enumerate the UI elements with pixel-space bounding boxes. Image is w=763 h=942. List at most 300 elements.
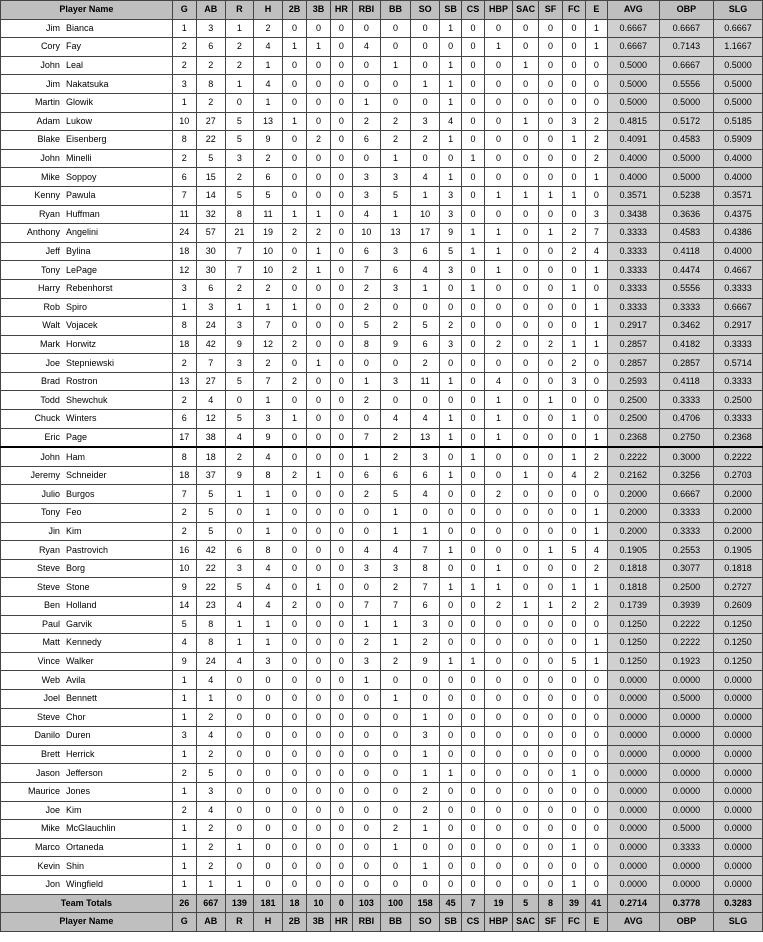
table-row <box>1 224 763 243</box>
table-row <box>1 801 763 820</box>
stat-cell: 7 <box>585 224 607 243</box>
stat-cell: 0 <box>307 634 331 653</box>
stat-cell: 0 <box>513 671 539 690</box>
stat-cell: 0 <box>513 242 539 261</box>
stat-cell: 1 <box>253 522 282 541</box>
column-header: 2B <box>283 913 307 932</box>
stat-cell: 0.6667 <box>713 19 762 38</box>
stat-cell: 8 <box>172 447 196 466</box>
stat-cell: 0 <box>513 75 539 94</box>
stat-cell: 1 <box>172 745 196 764</box>
stat-cell: 10 <box>253 242 282 261</box>
total-cell: 103 <box>352 894 380 913</box>
stat-cell: 0 <box>462 671 485 690</box>
stat-cell: 0 <box>539 708 563 727</box>
last-name-cell: Page <box>63 428 172 447</box>
stat-cell: 0 <box>563 485 586 504</box>
stat-cell: 0 <box>253 801 282 820</box>
stat-cell: 0 <box>380 93 410 112</box>
stat-cell: 0 <box>539 671 563 690</box>
first-name-cell: Kenny <box>1 186 63 205</box>
stat-cell: 0 <box>539 615 563 634</box>
stat-cell: 0.5000 <box>659 93 713 112</box>
stat-cell: 0 <box>330 354 352 373</box>
stat-cell: 0 <box>307 410 331 429</box>
stat-cell: 1 <box>225 838 253 857</box>
stat-cell: 0.0000 <box>607 764 659 783</box>
stat-cell: 0 <box>462 689 485 708</box>
stat-cell: 10 <box>411 205 440 224</box>
stat-cell: 0 <box>585 485 607 504</box>
stat-cell: 0 <box>563 801 586 820</box>
stat-cell: 5 <box>225 578 253 597</box>
last-name-cell: Eisenberg <box>63 131 172 150</box>
stat-cell: 0 <box>283 354 307 373</box>
total-cell: 26 <box>172 894 196 913</box>
stat-cell: 0 <box>352 75 380 94</box>
stat-cell: 0.2917 <box>607 317 659 336</box>
stat-cell: 0.5000 <box>607 56 659 75</box>
first-name-cell: Steve <box>1 559 63 578</box>
stat-cell: 2 <box>253 19 282 38</box>
stat-cell: 0 <box>380 38 410 57</box>
stat-cell: 0 <box>462 838 485 857</box>
stat-cell: 2 <box>352 298 380 317</box>
last-name-cell: Glowik <box>63 93 172 112</box>
stat-cell: 0 <box>330 205 352 224</box>
stat-cell: 0 <box>585 745 607 764</box>
stat-cell: 0 <box>330 597 352 616</box>
stat-cell: 57 <box>196 224 225 243</box>
stat-cell: 0 <box>283 428 307 447</box>
stat-cell: 0.2917 <box>713 317 762 336</box>
first-name-cell: Jeremy <box>1 466 63 485</box>
stat-cell: 0.2000 <box>607 485 659 504</box>
stat-cell: 0.4706 <box>659 410 713 429</box>
stat-cell: 0.2222 <box>659 615 713 634</box>
stat-cell: 4 <box>380 410 410 429</box>
stat-cell: 0 <box>563 689 586 708</box>
stat-cell: 0 <box>539 38 563 57</box>
stat-cell: 0.1739 <box>607 597 659 616</box>
first-name-cell: Kevin <box>1 857 63 876</box>
stat-cell: 0.3333 <box>659 522 713 541</box>
first-name-cell: Joe <box>1 801 63 820</box>
stat-cell: 24 <box>196 317 225 336</box>
stat-cell: 0.0000 <box>713 727 762 746</box>
stat-cell: 0 <box>330 93 352 112</box>
stat-cell: 1 <box>307 466 331 485</box>
stat-cell: 0.3333 <box>713 335 762 354</box>
stat-cell: 0 <box>283 727 307 746</box>
stat-cell: 0.3077 <box>659 559 713 578</box>
first-name-cell: Matt <box>1 634 63 653</box>
stat-cell: 0 <box>283 875 307 894</box>
stat-cell: 6 <box>196 38 225 57</box>
stat-cell: 0.3333 <box>659 504 713 523</box>
stat-cell: 19 <box>253 224 282 243</box>
stat-cell: 0 <box>484 56 512 75</box>
stat-cell: 5 <box>563 541 586 560</box>
stat-cell: 0 <box>462 820 485 839</box>
last-name-cell: Shin <box>63 857 172 876</box>
column-header: HR <box>330 1 352 20</box>
stat-cell: 0 <box>563 19 586 38</box>
stat-cell: 7 <box>352 428 380 447</box>
footer-header-row <box>1 913 763 932</box>
stat-cell: 0 <box>283 782 307 801</box>
column-header: AVG <box>607 1 659 20</box>
stat-cell: 0 <box>307 317 331 336</box>
stat-cell: 0 <box>283 186 307 205</box>
stat-cell: 0 <box>330 689 352 708</box>
stat-cell: 0 <box>307 485 331 504</box>
stat-cell: 0 <box>462 186 485 205</box>
stat-cell: 0.2500 <box>713 391 762 410</box>
stat-cell: 1 <box>283 410 307 429</box>
stat-cell: 7 <box>172 485 196 504</box>
table-row <box>1 727 763 746</box>
stat-cell: 1 <box>585 317 607 336</box>
first-name-cell: Ben <box>1 597 63 616</box>
stat-cell: 0.0000 <box>607 689 659 708</box>
stat-cell: 2 <box>380 652 410 671</box>
stat-cell: 17 <box>172 428 196 447</box>
stat-cell: 0 <box>513 764 539 783</box>
stat-cell: 0 <box>513 38 539 57</box>
stat-cell: 0 <box>330 56 352 75</box>
stat-cell: 30 <box>196 242 225 261</box>
stat-cell: 0 <box>307 727 331 746</box>
stat-cell: 0 <box>330 485 352 504</box>
column-header: R <box>225 1 253 20</box>
last-name-cell: Leal <box>63 56 172 75</box>
stat-cell: 17 <box>411 224 440 243</box>
stat-cell: 2 <box>563 354 586 373</box>
column-header: SAC <box>513 913 539 932</box>
stat-cell: 0 <box>307 279 331 298</box>
stat-cell: 0 <box>513 279 539 298</box>
stat-cell: 0.0000 <box>713 820 762 839</box>
table-row <box>1 261 763 280</box>
stat-cell: 2 <box>380 447 410 466</box>
stat-cell: 0 <box>380 875 410 894</box>
stat-cell: 2 <box>172 801 196 820</box>
stat-cell: 0 <box>539 112 563 131</box>
stat-cell: 0 <box>283 504 307 523</box>
stat-cell: 0 <box>307 56 331 75</box>
stat-cell: 0 <box>283 745 307 764</box>
stat-cell: 0 <box>484 745 512 764</box>
stat-cell: 0 <box>330 224 352 243</box>
stat-cell: 0 <box>462 335 485 354</box>
first-name-cell: Brad <box>1 372 63 391</box>
stat-cell: 0 <box>563 708 586 727</box>
first-name-cell: Harry <box>1 279 63 298</box>
table-row <box>1 522 763 541</box>
stat-cell: 22 <box>196 131 225 150</box>
stat-cell: 2 <box>253 149 282 168</box>
stat-cell: 0 <box>283 391 307 410</box>
stat-cell: 0 <box>563 782 586 801</box>
stat-cell: 5 <box>225 372 253 391</box>
first-name-cell: Jason <box>1 764 63 783</box>
stat-cell: 3 <box>411 615 440 634</box>
stat-cell: 0 <box>411 838 440 857</box>
stat-cell: 0 <box>253 838 282 857</box>
table-row <box>1 279 763 298</box>
stat-cell: 0 <box>513 782 539 801</box>
stat-cell: 2 <box>585 149 607 168</box>
stat-cell: 0 <box>307 615 331 634</box>
last-name-cell: Feo <box>63 504 172 523</box>
stat-cell: 0 <box>440 671 462 690</box>
stat-cell: 1 <box>411 820 440 839</box>
stat-cell: 0 <box>411 38 440 57</box>
first-name-cell: Steve <box>1 578 63 597</box>
stat-cell: 0.3939 <box>659 597 713 616</box>
stat-cell: 0 <box>225 801 253 820</box>
stat-cell: 0 <box>330 242 352 261</box>
stat-cell: 0 <box>539 149 563 168</box>
stat-cell: 3 <box>225 317 253 336</box>
stat-cell: 0.2222 <box>659 634 713 653</box>
stat-cell: 0 <box>352 56 380 75</box>
stat-cell: 0 <box>563 504 586 523</box>
stat-cell: 5 <box>196 149 225 168</box>
stat-cell: 0 <box>539 317 563 336</box>
stat-cell: 0.0000 <box>713 857 762 876</box>
stat-cell: 0 <box>484 131 512 150</box>
stat-cell: 0 <box>253 745 282 764</box>
stat-cell: 2 <box>283 466 307 485</box>
column-header: SAC <box>513 1 539 20</box>
total-cell: 139 <box>225 894 253 913</box>
stat-cell: 0 <box>330 504 352 523</box>
stat-cell: 0.4474 <box>659 261 713 280</box>
stat-cell: 6 <box>411 466 440 485</box>
stat-cell: 1 <box>172 19 196 38</box>
stat-cell: 0 <box>225 689 253 708</box>
stat-cell: 0.6667 <box>607 38 659 57</box>
stat-cell: 0 <box>307 541 331 560</box>
stat-cell: 1 <box>307 261 331 280</box>
stat-cell: 3 <box>253 410 282 429</box>
stat-cell: 0 <box>585 689 607 708</box>
stat-cell: 0 <box>585 838 607 857</box>
stat-cell: 0 <box>330 541 352 560</box>
stat-cell: 0.0000 <box>713 708 762 727</box>
stat-cell: 2 <box>172 764 196 783</box>
stat-cell: 0 <box>225 708 253 727</box>
total-cell: 41 <box>585 894 607 913</box>
stat-cell: 1 <box>513 466 539 485</box>
stat-cell: 14 <box>196 186 225 205</box>
stat-cell: 0 <box>307 522 331 541</box>
stat-cell: 8 <box>253 541 282 560</box>
stat-cell: 1 <box>172 875 196 894</box>
stat-cell: 1 <box>462 578 485 597</box>
last-name-cell: Ham <box>63 447 172 466</box>
stat-cell: 0 <box>330 838 352 857</box>
stat-cell: 1 <box>225 615 253 634</box>
stat-cell: 9 <box>172 578 196 597</box>
stat-cell: 0 <box>539 504 563 523</box>
stat-cell: 0.2593 <box>607 372 659 391</box>
stat-cell: 0 <box>440 298 462 317</box>
stat-cell: 4 <box>352 205 380 224</box>
stat-cell: 2 <box>283 224 307 243</box>
column-header: Player Name <box>1 913 173 932</box>
stat-cell: 0 <box>307 428 331 447</box>
stat-cell: 0 <box>352 838 380 857</box>
stat-cell: 0 <box>563 428 586 447</box>
stat-cell: 0 <box>462 112 485 131</box>
stat-cell: 0.0000 <box>713 782 762 801</box>
first-name-cell: Paul <box>1 615 63 634</box>
stat-cell: 0 <box>440 745 462 764</box>
stat-cell: 0 <box>283 279 307 298</box>
stat-cell: 0 <box>462 261 485 280</box>
stat-cell: 32 <box>196 205 225 224</box>
stat-cell: 0 <box>539 652 563 671</box>
stat-cell: 0 <box>283 522 307 541</box>
stat-cell: 0 <box>462 56 485 75</box>
stat-cell: 0 <box>539 75 563 94</box>
stat-cell: 1 <box>484 428 512 447</box>
stat-cell: 0 <box>330 372 352 391</box>
last-name-cell: Bennett <box>63 689 172 708</box>
total-cell: 7 <box>462 894 485 913</box>
stat-cell: 0.5556 <box>659 279 713 298</box>
stat-cell: 0 <box>539 242 563 261</box>
stat-cell: 18 <box>172 335 196 354</box>
stat-cell: 0 <box>563 615 586 634</box>
stat-cell: 1 <box>563 279 586 298</box>
stat-cell: 7 <box>172 186 196 205</box>
stat-cell: 0 <box>585 615 607 634</box>
first-name-cell: Maurice <box>1 782 63 801</box>
table-row <box>1 391 763 410</box>
stat-cell: 0.2000 <box>607 522 659 541</box>
stat-cell: 0 <box>352 782 380 801</box>
stat-cell: 4 <box>196 801 225 820</box>
stat-cell: 1 <box>585 261 607 280</box>
stat-cell: 4 <box>225 597 253 616</box>
stat-cell: 0 <box>513 168 539 187</box>
stat-cell: 0.2857 <box>659 354 713 373</box>
stat-cell: 0 <box>352 354 380 373</box>
stat-cell: 4 <box>484 372 512 391</box>
stat-cell: 4 <box>253 38 282 57</box>
last-name-cell: Fay <box>63 38 172 57</box>
stat-cell: 3 <box>411 727 440 746</box>
stat-cell: 9 <box>253 131 282 150</box>
stat-cell: 4 <box>380 541 410 560</box>
stat-cell: 0.7143 <box>659 38 713 57</box>
stat-cell: 0 <box>225 764 253 783</box>
stat-cell: 0 <box>283 652 307 671</box>
stat-cell: 0.3636 <box>659 205 713 224</box>
last-name-cell: Lukow <box>63 112 172 131</box>
stat-cell: 0 <box>352 578 380 597</box>
stat-cell: 5 <box>352 317 380 336</box>
stat-cell: 1 <box>513 597 539 616</box>
first-name-cell: Jim <box>1 75 63 94</box>
stat-cell: 0 <box>330 522 352 541</box>
stat-cell: 0 <box>307 19 331 38</box>
stat-cell: 2 <box>484 335 512 354</box>
stat-cell: 0.4815 <box>607 112 659 131</box>
stat-cell: 0 <box>352 875 380 894</box>
stat-cell: 7 <box>253 317 282 336</box>
stat-cell: 1 <box>352 615 380 634</box>
stat-cell: 0 <box>585 391 607 410</box>
total-cell: 39 <box>563 894 586 913</box>
last-name-cell: Jones <box>63 782 172 801</box>
last-name-cell: Kim <box>63 522 172 541</box>
stat-cell: 8 <box>196 634 225 653</box>
stat-cell: 0 <box>352 764 380 783</box>
first-name-cell: Danilo <box>1 727 63 746</box>
stat-cell: 1 <box>283 205 307 224</box>
stat-cell: 0 <box>539 727 563 746</box>
last-name-cell: Stepniewski <box>63 354 172 373</box>
stat-cell: 2 <box>172 56 196 75</box>
stat-cell: 0 <box>307 93 331 112</box>
stat-cell: 2 <box>380 317 410 336</box>
stat-cell: 1 <box>253 56 282 75</box>
stat-cell: 8 <box>225 205 253 224</box>
stat-cell: 0.6667 <box>713 298 762 317</box>
stat-cell: 0 <box>513 578 539 597</box>
stat-cell: 0.3256 <box>659 466 713 485</box>
stat-cell: 0 <box>330 335 352 354</box>
stat-cell: 0.2857 <box>607 335 659 354</box>
stat-cell: 1 <box>513 186 539 205</box>
stat-cell: 0 <box>539 578 563 597</box>
stat-cell: 1 <box>484 559 512 578</box>
stat-cell: 0 <box>253 782 282 801</box>
stat-cell: 0.3571 <box>607 186 659 205</box>
stat-cell: 0.3333 <box>607 242 659 261</box>
stat-cell: 0 <box>411 149 440 168</box>
stat-cell: 0 <box>484 857 512 876</box>
stat-cell: 0 <box>352 19 380 38</box>
stat-cell: 2 <box>380 428 410 447</box>
stat-cell: 0 <box>539 559 563 578</box>
stat-cell: 0 <box>307 186 331 205</box>
first-name-cell: Chuck <box>1 410 63 429</box>
stat-cell: 1 <box>539 391 563 410</box>
stat-cell: 2 <box>283 261 307 280</box>
stat-cell: 2 <box>307 224 331 243</box>
column-header: SO <box>411 1 440 20</box>
stat-cell: 6 <box>352 466 380 485</box>
column-header: FC <box>563 1 586 20</box>
stat-cell: 0 <box>513 615 539 634</box>
stat-cell: 23 <box>196 597 225 616</box>
stat-cell: 0.2727 <box>713 578 762 597</box>
stat-cell: 0 <box>539 279 563 298</box>
stat-cell: 0 <box>539 875 563 894</box>
stat-cell: 0 <box>330 671 352 690</box>
stat-cell: 0.0000 <box>713 689 762 708</box>
first-name-cell: Jim <box>1 19 63 38</box>
table-row <box>1 689 763 708</box>
stat-cell: 0.2500 <box>607 410 659 429</box>
stat-cell: 0 <box>380 19 410 38</box>
